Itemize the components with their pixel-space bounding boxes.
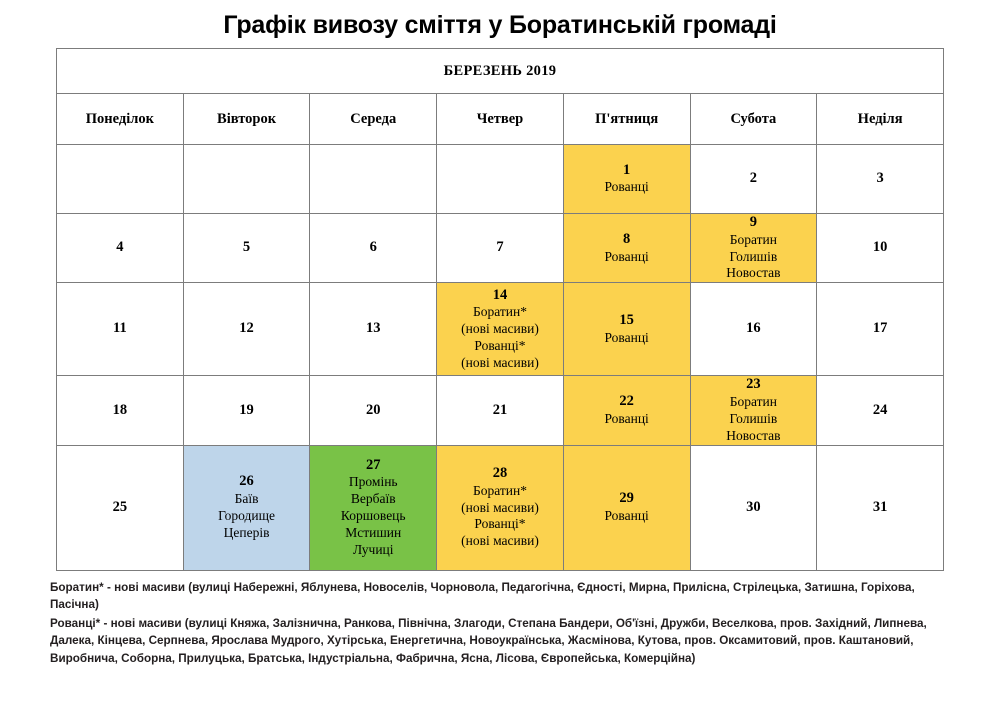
village-name: Коршовець	[340, 508, 406, 524]
calendar-week-row	[57, 376, 944, 445]
calendar-week-row	[57, 145, 944, 214]
weekday-header-thursday: Четвер	[437, 94, 564, 145]
calendar-day-30[interactable]	[690, 445, 817, 570]
village-name: Боратин*	[472, 482, 527, 498]
calendar-day-17[interactable]	[817, 283, 944, 376]
weekday-header-tuesday: Вівторок	[183, 94, 310, 145]
calendar-day-10[interactable]	[817, 214, 944, 283]
calendar-day-18[interactable]	[57, 376, 184, 445]
page-title: Графік вивозу сміття у Боратинській громаді	[223, 11, 777, 39]
calendar-container	[56, 48, 944, 571]
day-number: 18	[112, 401, 128, 418]
day-number: 29	[619, 490, 634, 507]
calendar-day-5[interactable]	[183, 214, 310, 283]
day-number: 27	[366, 456, 381, 473]
calendar-day-11[interactable]	[57, 283, 184, 376]
village-name: Голишів	[729, 248, 778, 264]
calendar-week-row	[57, 445, 944, 570]
calendar-day-empty	[57, 145, 184, 214]
village-name: Цеперів	[223, 524, 270, 540]
village-name: Рованці	[604, 329, 649, 345]
village-name: (нові масиви)	[461, 321, 539, 337]
day-villages	[691, 232, 817, 283]
calendar-day-7[interactable]	[437, 214, 564, 283]
day-number: 16	[746, 320, 761, 337]
day-number: 28	[492, 465, 508, 482]
village-name: Промінь	[348, 474, 398, 490]
day-villages	[691, 394, 817, 445]
calendar-day-empty	[183, 145, 310, 214]
village-name: Баїв	[234, 491, 259, 507]
calendar-day-4[interactable]	[57, 214, 184, 283]
calendar-day-empty	[310, 145, 437, 214]
village-name: Рованці	[604, 410, 649, 426]
month-header-row	[57, 49, 944, 94]
calendar-day-8[interactable]	[563, 214, 690, 283]
village-name: Вербаїв	[350, 491, 396, 507]
calendar-day-16[interactable]	[690, 283, 817, 376]
weekday-header-saturday: Субота	[690, 94, 817, 145]
footnote-2: Рованці* - нові масиви (вулиці Княжа, Залізнична, Ранкова, Північна, Злагоди, Степана Бандери, Об'їзні, Дружби, Веселкова, пров. Західний, Липнева, Далека, Кінцева, Серпнева, Ярослава Мудрого, Хутірська, Енергетична, Новоукраїнська, Жасмінова, Кутова, пров. Оксамитовий, пров. Каштановий, Виробнича, Соборна, Прилуцька, Братська, Індустріальна, Фабрична, Ясна, Лісова, Європейська, Комерційна)	[50, 616, 927, 665]
day-number: 19	[239, 401, 254, 418]
day-number: 11	[113, 320, 127, 337]
day-villages	[564, 330, 690, 347]
day-number: 10	[872, 239, 888, 256]
village-name: (нові масиви)	[461, 499, 539, 515]
village-name: (нові масиви)	[461, 355, 539, 371]
day-number: 13	[366, 320, 381, 337]
calendar-day-empty	[437, 145, 564, 214]
day-villages	[564, 179, 690, 196]
village-name: Боратин	[729, 394, 777, 409]
calendar-day-23[interactable]	[690, 376, 817, 445]
day-number: 9	[749, 214, 757, 230]
calendar-day-20[interactable]	[310, 376, 437, 445]
calendar-week-row	[57, 283, 944, 376]
calendar-day-25[interactable]	[57, 445, 184, 570]
day-number: 4	[116, 239, 124, 256]
day-number: 21	[492, 401, 508, 418]
weekday-header-monday: Понеділок	[57, 94, 184, 145]
day-number: 12	[239, 320, 254, 337]
day-number: 7	[496, 239, 504, 256]
day-number: 2	[749, 170, 757, 187]
calendar-day-29[interactable]	[563, 445, 690, 570]
village-name: Городище	[218, 508, 276, 524]
village-name: Рованці*	[474, 338, 526, 354]
day-number: 26	[239, 473, 254, 490]
village-name: Новостав	[726, 265, 781, 281]
footnotes	[50, 579, 950, 668]
village-name: Рованці	[604, 179, 649, 195]
day-number: 8	[623, 230, 631, 247]
day-number: 14	[492, 286, 508, 303]
day-number: 22	[619, 393, 634, 410]
weekday-header-wednesday: Середа	[310, 94, 437, 145]
calendar-day-22[interactable]	[563, 376, 690, 445]
calendar-day-1[interactable]	[563, 145, 690, 214]
calendar-day-21[interactable]	[437, 376, 564, 445]
calendar-day-14[interactable]	[437, 283, 564, 376]
footnote-1: Боратин* - нові масиви (вулиці Набережні, Яблунева, Новоселів, Чорновола, Педагогічна, Єдності, Мирна, Прилісна, Стрілецька, Затишна, Горіхова, Пасічна)	[50, 580, 915, 612]
village-name: Рованці*	[474, 516, 526, 532]
village-name: Мстишин	[345, 524, 402, 540]
village-name: Рованці	[604, 508, 649, 524]
calendar-day-31[interactable]	[817, 445, 944, 570]
day-number: 3	[876, 170, 884, 187]
calendar-day-15[interactable]	[563, 283, 690, 376]
month-header-cell: БЕРЕЗЕНЬ 2019	[57, 49, 944, 94]
day-number: 6	[369, 239, 377, 256]
day-number: 23	[746, 376, 761, 393]
calendar-week-row	[57, 214, 944, 283]
calendar-body	[57, 49, 944, 571]
day-number: 31	[872, 498, 888, 515]
village-name: Рованці	[604, 248, 649, 264]
day-villages	[437, 304, 563, 372]
weekday-header-sunday: Неділя	[817, 94, 944, 145]
village-name: Боратин*	[472, 304, 527, 320]
day-number: 25	[112, 498, 128, 515]
calendar-day-9[interactable]	[690, 214, 817, 283]
day-villages	[564, 249, 690, 266]
calendar-day-13[interactable]	[310, 283, 437, 376]
calendar-day-28[interactable]	[437, 445, 564, 570]
day-number: 30	[746, 498, 761, 515]
weekday-header-row	[57, 94, 944, 145]
calendar-table	[56, 48, 944, 571]
calendar-day-12[interactable]	[183, 283, 310, 376]
day-number: 5	[242, 239, 251, 256]
day-number: 20	[366, 401, 381, 418]
calendar-day-27[interactable]	[310, 445, 437, 570]
village-name: Лучиці	[352, 541, 394, 557]
calendar-day-6[interactable]	[310, 214, 437, 283]
weekday-header-friday: П'ятниця	[563, 94, 690, 145]
calendar-day-26[interactable]	[183, 445, 310, 570]
calendar-day-19[interactable]	[183, 376, 310, 445]
day-villages	[310, 474, 436, 558]
day-number: 15	[619, 312, 634, 329]
day-villages	[564, 508, 690, 525]
calendar-day-24[interactable]	[817, 376, 944, 445]
day-number: 17	[872, 320, 888, 337]
calendar-day-2[interactable]	[690, 145, 817, 214]
day-villages	[184, 491, 310, 542]
village-name: Голишів	[729, 410, 778, 426]
village-name: (нові масиви)	[461, 533, 539, 549]
village-name: Новостав	[726, 427, 781, 443]
day-villages	[437, 483, 563, 551]
village-name: Боратин	[729, 231, 777, 247]
calendar-day-3[interactable]	[817, 145, 944, 214]
day-number: 1	[623, 161, 631, 178]
day-number: 24	[872, 401, 888, 418]
day-villages	[564, 411, 690, 428]
